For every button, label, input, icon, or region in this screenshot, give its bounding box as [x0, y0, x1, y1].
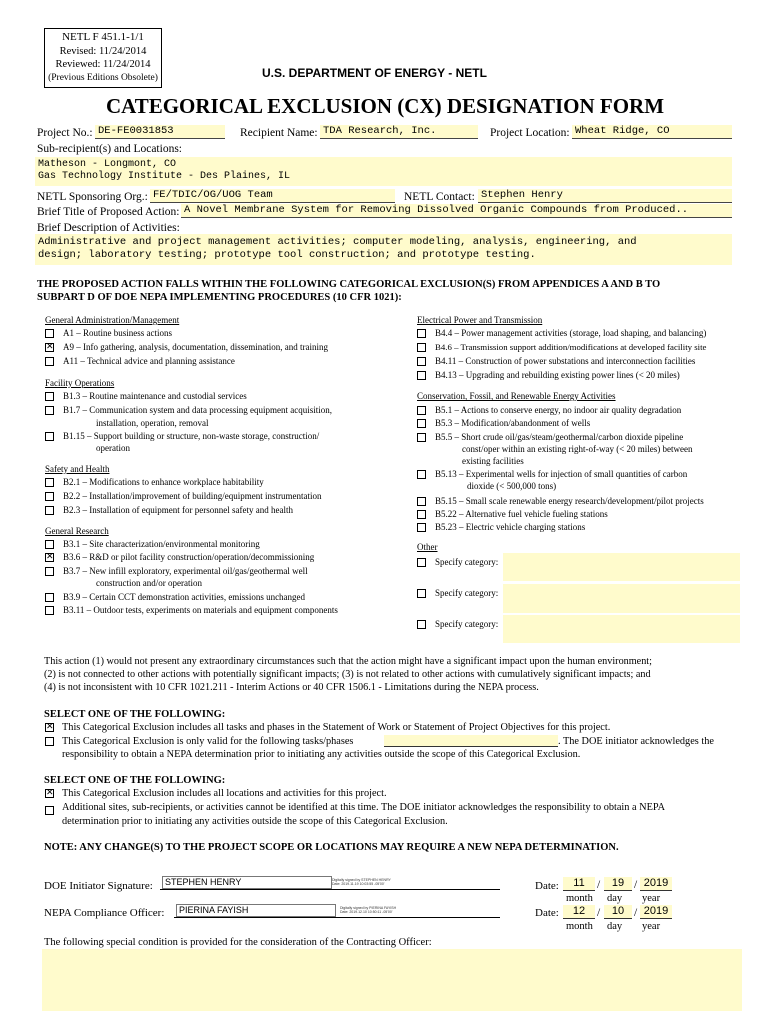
- option-all-tasks: This Categorical Exclusion includes all tasks and phases in the Statement of Work or Statement of Project Objectives for this project.: [62, 722, 611, 733]
- checkbox-b5-5[interactable]: [417, 433, 426, 442]
- cx-item-b1-15-cont: operation: [96, 443, 130, 453]
- location-label: Project Location:: [490, 127, 570, 139]
- section-title-facility: Facility Operations: [45, 378, 115, 388]
- scope-change-note: NOTE: ANY CHANGE(S) TO THE PROJECT SCOPE OR LOCATIONS MAY REQUIRE A NEW NEPA DETERMINATION.: [44, 842, 619, 853]
- checkbox-b4-6[interactable]: [417, 343, 426, 352]
- nepa-officer-label: NEPA Compliance Officer:: [44, 907, 165, 919]
- subrecipients-field[interactable]: [35, 157, 732, 186]
- cx-item-b5-3: B5.3 – Modification/abandonment of wells: [435, 418, 591, 428]
- year-caption: year: [642, 921, 661, 932]
- checkbox-b2-3[interactable]: [45, 506, 54, 515]
- nepa-digital-stamp: [340, 906, 396, 914]
- checkbox-all-locations[interactable]: ✕: [46, 788, 54, 798]
- cx-item-b5-5: B5.5 – Short crude oil/gas/steam/geothermal/carbon dioxide pipeline: [435, 432, 684, 442]
- cx-item-b3-1: B3.1 – Site characterization/environmental monitoring: [63, 539, 260, 549]
- date-separator: /: [634, 907, 638, 919]
- cx-item-b3-9: B3.9 – Certain CCT demonstration activities, emissions unchanged: [63, 592, 306, 602]
- initiator-date-day[interactable]: 19: [604, 877, 632, 891]
- option-limited-tasks-cont: . The DOE initiator acknowledges the: [558, 736, 714, 747]
- cx-item-b1-7: B1.7 – Communication system and data processing equipment acquisition,: [63, 405, 332, 415]
- option-limited-tasks: This Categorical Exclusion is only valid for the following tasks/phases: [62, 736, 354, 747]
- date-separator: /: [597, 907, 601, 919]
- special-condition-field[interactable]: [42, 949, 742, 1011]
- cx-item-b3-7-cont: construction and/or operation: [96, 578, 202, 588]
- specify-label: Specify category:: [435, 619, 499, 629]
- option-all-locations: This Categorical Exclusion includes all locations and activities for this project.: [62, 788, 387, 799]
- specify-category-field[interactable]: [503, 615, 740, 643]
- cx-item-b2-1: B2.1 – Modifications to enhance workplace habitability: [63, 477, 264, 487]
- checkbox-b3-11[interactable]: [45, 606, 54, 615]
- cx-item-b1-3: B1.3 – Routine maintenance and custodial services: [63, 391, 247, 401]
- cx-item-b2-3: B2.3 – Installation of equipment for personnel safety and health: [63, 505, 293, 515]
- initiator-signature-name: STEPHEN HENRY: [162, 876, 332, 889]
- cx-item-b3-11: B3.11 – Outdoor tests, experiments on materials and equipment components: [63, 605, 338, 615]
- day-caption: day: [607, 893, 623, 904]
- cx-item-b2-2: B2.2 – Installation/improvement of building/equipment instrumentation: [63, 491, 322, 501]
- digital-stamp-line: Date: 2019.12.10 10:50:11 -05'00': [340, 910, 393, 914]
- option-limited-tasks-cont2: responsibility to obtain a NEPA determination prior to initiating any activities outside the scope of this Categorical Exclusion.: [62, 749, 581, 760]
- extraordinary-statement: [44, 655, 652, 694]
- section-title-general-admin: General Administration/Management: [45, 315, 180, 325]
- statement-line: This action (1) would not present any extraordinary circumstances such that the action might have a significant impact upon the human environment;: [44, 656, 652, 667]
- cx-item-b5-13: B5.13 – Experimental wells for injection of small quantities of carbon: [435, 469, 688, 479]
- nepa-date-year[interactable]: 2019: [640, 905, 672, 919]
- cx-item-b4-13: B4.13 – Upgrading and rebuilding existing power lines (< 20 miles): [435, 370, 680, 380]
- initiator-date-label: Date:: [535, 880, 559, 892]
- checkbox-b5-15[interactable]: [417, 497, 426, 506]
- checkbox-b3-1[interactable]: [45, 540, 54, 549]
- brief-title-label: Brief Title of Proposed Action:: [37, 206, 180, 218]
- brief-title-field[interactable]: A Novel Membrane System for Removing Dissolved Organic Compounds from Produced..: [181, 204, 732, 218]
- special-condition-label: The following special condition is provided for the consideration of the Contracting Officer:: [44, 937, 432, 948]
- checkbox-b1-7[interactable]: [45, 406, 54, 415]
- checkbox-b5-23[interactable]: [417, 523, 426, 532]
- cx-item-b5-13-cont: dioxide (< 500,000 tons): [467, 481, 557, 491]
- checkbox-b5-1[interactable]: [417, 406, 426, 415]
- cx-item-a9: A9 – Info gathering, analysis, documentation, dissemination, and training: [63, 342, 328, 352]
- agency-name: U.S. DEPARTMENT OF ENERGY - NETL: [262, 66, 487, 80]
- brief-desc-line: design; laboratory testing; prototype tool construction; and prototype testing.: [38, 249, 536, 261]
- checkbox-additional-sites[interactable]: [45, 806, 54, 815]
- checkbox-b5-13[interactable]: [417, 470, 426, 479]
- location-field[interactable]: Wheat Ridge, CO: [572, 125, 732, 139]
- form-id-box: [44, 28, 162, 88]
- cx-item-a11: A11 – Technical advice and planning assistance: [63, 356, 235, 366]
- cx-item-b5-5-cont: existing facilities: [462, 456, 524, 466]
- checkbox-a9[interactable]: ✕: [46, 342, 54, 352]
- contact-label: NETL Contact:: [404, 191, 475, 203]
- tasks-phases-field[interactable]: [384, 735, 558, 747]
- exclusions-heading-line: THE PROPOSED ACTION FALLS WITHIN THE FOLLOWING CATEGORICAL EXCLUSION(S) FROM APPENDICES A AND B TO: [37, 279, 661, 290]
- cx-item-b4-4: B4.4 – Power management activities (storage, load shaping, and balancing): [435, 328, 707, 338]
- checkbox-b1-3[interactable]: [45, 392, 54, 401]
- checkbox-b3-6[interactable]: ✕: [46, 552, 54, 562]
- day-caption: day: [607, 921, 623, 932]
- cx-item-b5-1: B5.1 – Actions to conserve energy, no indoor air quality degradation: [435, 405, 682, 415]
- sponsoring-field[interactable]: FE/TDIC/OG/UOG Team: [150, 189, 395, 203]
- checkbox-b5-3[interactable]: [417, 419, 426, 428]
- cx-item-b1-7-cont: installation, operation, removal: [96, 418, 209, 428]
- recipient-label: Recipient Name:: [240, 127, 318, 139]
- brief-desc-field[interactable]: [35, 234, 732, 265]
- subrecipient-line: Gas Technology Institute - Des Plaines, IL: [38, 171, 291, 182]
- specify-label: Specify category:: [435, 557, 499, 567]
- cx-item-b3-7: B3.7 – New infill exploratory, experimental oil/gas/geothermal well: [63, 566, 308, 576]
- checkbox-b3-9[interactable]: [45, 593, 54, 602]
- checkbox-b4-13[interactable]: [417, 371, 426, 380]
- digital-stamp-line: Digitally signed by STEPHEN HENRY: [332, 878, 391, 882]
- section-title-safety: Safety and Health: [45, 464, 110, 474]
- brief-desc-label: Brief Description of Activities:: [37, 222, 180, 234]
- checkbox-b3-7[interactable]: [45, 567, 54, 576]
- cx-item-b4-11: B4.11 – Construction of power substations and interconnection facilities: [435, 356, 696, 366]
- specify-label: Specify category:: [435, 588, 499, 598]
- cx-item-b4-6: B4.6 – Transmission support addition/modifications at developed facility site: [435, 342, 707, 352]
- select-heading-locations: SELECT ONE OF THE FOLLOWING:: [44, 775, 226, 786]
- obsolete-note: (Previous Editions Obsolete): [48, 72, 158, 83]
- cx-item-b5-5-cont: const/oper within an existing right-of-way (< 20 miles) between: [462, 444, 693, 454]
- nepa-signature-name: PIERINA FAYISH: [176, 904, 336, 917]
- initiator-signature-field[interactable]: [160, 874, 500, 890]
- specify-category-field[interactable]: [503, 584, 740, 613]
- checkbox-b2-1[interactable]: [45, 478, 54, 487]
- initiator-date-year[interactable]: 2019: [640, 877, 672, 891]
- sponsoring-label: NETL Sponsoring Org.:: [37, 191, 148, 203]
- checkbox-b4-4[interactable]: [417, 329, 426, 338]
- cx-item-b5-23: B5.23 – Electric vehicle charging stations: [435, 522, 586, 532]
- date-separator: /: [597, 879, 601, 891]
- section-title-conservation: Conservation, Fossil, and Renewable Energy Activities: [417, 391, 616, 401]
- checkbox-all-tasks[interactable]: ✕: [46, 722, 54, 732]
- initiator-signature-label: DOE Initiator Signature:: [44, 880, 153, 892]
- checkbox-limited-tasks[interactable]: [45, 737, 54, 746]
- contact-field[interactable]: Stephen Henry: [478, 189, 732, 203]
- cx-item-b3-6: B3.6 – R&D or pilot facility construction/operation/decommissioning: [63, 552, 315, 562]
- specify-category-field[interactable]: [503, 553, 740, 581]
- checkbox-a11[interactable]: [45, 357, 54, 366]
- year-caption: year: [642, 893, 661, 904]
- checkbox-b4-11[interactable]: [417, 357, 426, 366]
- cx-item-b5-15: B5.15 – Small scale renewable energy research/development/pilot projects: [435, 496, 704, 506]
- cx-item-b5-22: B5.22 – Alternative fuel vehicle fueling stations: [435, 509, 608, 519]
- nepa-date-label: Date:: [535, 907, 559, 919]
- statement-line: (4) is not inconsistent with 10 CFR 1021.211 - Interim Actions or 40 CFR 1506.1 - Limitations during the NEPA process.: [44, 682, 539, 693]
- digital-stamp-line: Date: 2019.11.19 10:03:55 -05'00': [332, 882, 385, 886]
- initiator-digital-stamp: [332, 878, 391, 886]
- option-additional-sites: Additional sites, sub-recipients, or activities cannot be identified at this time. The DOE initiator acknowledges the responsibility to obtain a NEPA: [62, 802, 666, 813]
- nepa-date-month[interactable]: 12: [563, 905, 595, 919]
- option-additional-sites-cont: determination prior to initiating any activities outside the scope of this Categorical Exclusion.: [62, 816, 448, 827]
- date-separator: /: [634, 879, 638, 891]
- month-caption: month: [566, 921, 593, 932]
- project-no-field[interactable]: DE-FE0031853: [95, 125, 225, 139]
- month-caption: month: [566, 893, 593, 904]
- recipient-field[interactable]: TDA Research, Inc.: [320, 125, 478, 139]
- subrecipients-label: Sub-recipient(s) and Locations:: [37, 143, 182, 155]
- checkbox-b1-15[interactable]: [45, 432, 54, 441]
- page-title: CATEGORICAL EXCLUSION (CX) DESIGNATION FORM: [105, 94, 665, 118]
- checkbox-other-3[interactable]: [417, 620, 426, 629]
- form-number: NETL F 451.1-1/1: [62, 31, 144, 43]
- subrecipient-line: Matheson - Longmont, CO: [38, 159, 177, 170]
- section-title-electrical: Electrical Power and Transmission: [417, 315, 543, 325]
- checkbox-b5-22[interactable]: [417, 510, 426, 519]
- checkbox-b2-2[interactable]: [45, 492, 54, 501]
- reviewed-date: Reviewed: 11/24/2014: [55, 59, 151, 70]
- section-title-other: Other: [417, 542, 438, 552]
- statement-line: (2) is not connected to other actions with potentially significant impacts; (3) is not related to other actions with cumulatively significant impacts; and: [44, 669, 651, 680]
- nepa-date-day[interactable]: 10: [604, 905, 632, 919]
- select-heading-scope: SELECT ONE OF THE FOLLOWING:: [44, 709, 226, 720]
- initiator-date-month[interactable]: 11: [563, 877, 595, 891]
- nepa-signature-field[interactable]: [174, 902, 500, 918]
- section-title-research: General Research: [45, 526, 109, 536]
- brief-desc-line: Administrative and project management activities; computer modeling, analysis, engineering, and: [38, 236, 637, 248]
- project-no-label: Project No.:: [37, 127, 93, 139]
- cx-item-b1-15: B1.15 – Support building or structure, non-waste storage, construction/: [63, 431, 320, 441]
- checkbox-other-1[interactable]: [417, 558, 426, 567]
- digital-stamp-line: Digitally signed by PIERINA FAYISH: [340, 906, 397, 910]
- revised-date: Revised: 11/24/2014: [59, 45, 147, 57]
- cx-item-a1: A1 – Routine business actions: [63, 328, 172, 338]
- checkbox-a1[interactable]: [45, 329, 54, 338]
- exclusions-heading-line: SUBPART D OF DOE NEPA IMPLEMENTING PROCEDURES (10 CFR 1021):: [37, 292, 402, 303]
- checkbox-other-2[interactable]: [417, 589, 426, 598]
- exclusions-heading: [37, 278, 660, 304]
